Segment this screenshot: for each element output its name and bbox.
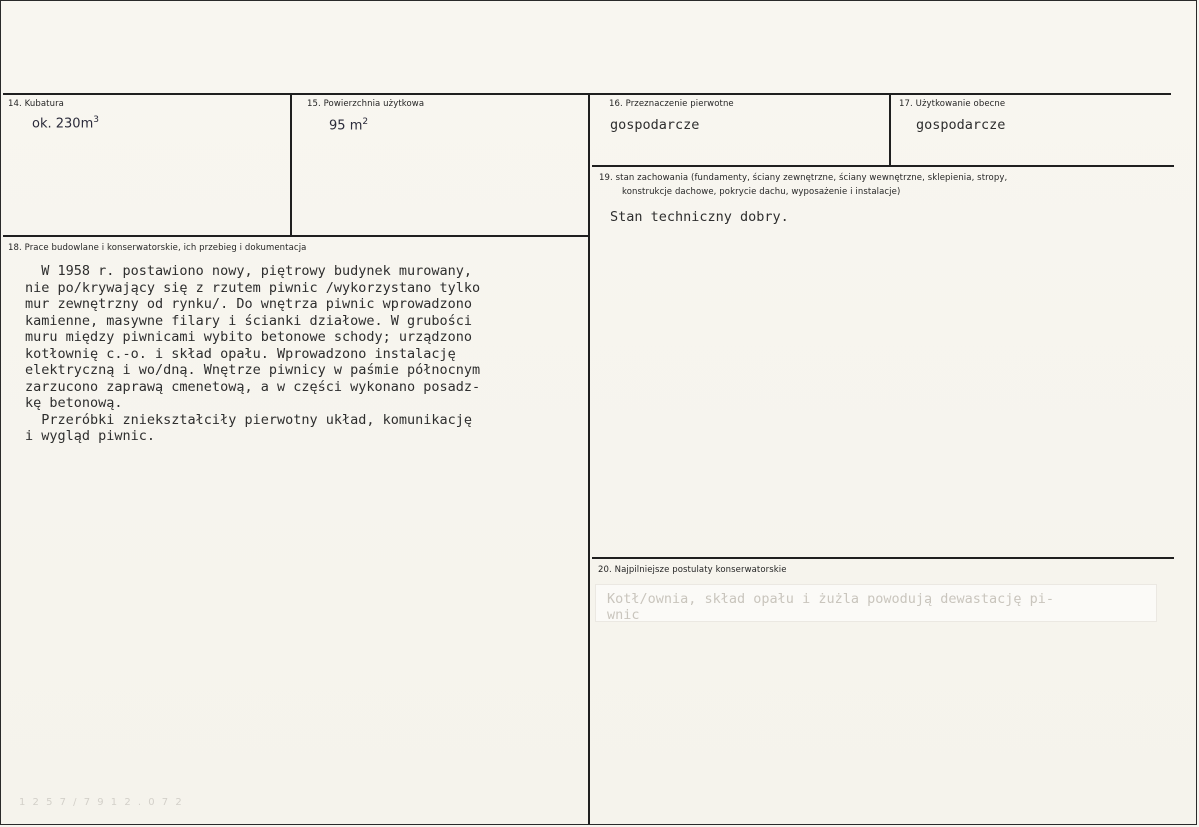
divider-16-19 xyxy=(592,165,1174,167)
divider-row1-left xyxy=(3,235,589,237)
field-18-line: kotłownię c.-o. i skład opału. Wprowadzono instalację xyxy=(25,345,456,362)
field-15-number: 95 xyxy=(329,118,346,134)
field-18-line: Przeróbki zniekształciły pierwotny układ, komunikację xyxy=(25,411,473,428)
field-14-number: ok. 230 xyxy=(32,116,81,132)
field-14-exponent: 3 xyxy=(93,115,99,125)
field-18-line: zarzucono zaprawą cmenetową, a w części wykonano posadz- xyxy=(25,378,481,395)
field-18-line: kamienne, masywne filary i ścianki działowe. W grubości xyxy=(25,312,473,329)
field-15-value xyxy=(329,117,368,133)
field-17-label: 17. Użytkowanie obecne xyxy=(899,99,1006,109)
divider-top xyxy=(3,93,1171,95)
field-15-unit: m xyxy=(349,118,363,134)
field-18-line: i wygląd piwnic. xyxy=(25,428,156,444)
divider-16-17 xyxy=(889,94,891,166)
field-20-line1: Kotł/ownia, skład opału i żużla powodują dewastację pi- xyxy=(607,591,1055,607)
divider-19-20 xyxy=(592,557,1174,559)
field-19-value: Stan techniczny dobry. xyxy=(610,209,789,225)
field-18-line: kę betonową. xyxy=(25,395,123,411)
field-14-label: 14. Kubatura xyxy=(8,99,64,109)
field-18-label: 18. Prace budowlane i konserwatorskie, ich przebieg i dokumentacja xyxy=(8,243,307,253)
field-17-value: gospodarcze xyxy=(916,117,1006,133)
field-14-value xyxy=(32,115,99,131)
field-18-line: mur zewnętrzny od rynku/. Do wnętrza piwnic wprowadzono xyxy=(25,296,473,312)
divider-main xyxy=(588,94,590,824)
field-19-label-line2: konstrukcje dachowe, pokrycie dachu, wyposażenie i instalacje) xyxy=(622,187,901,197)
field-18-line: muru między piwnicami wybito betonowe schody; urządzono xyxy=(25,329,473,345)
field-18-line: nie po/krywający się z rzutem piwnic /wykorzystano tylko xyxy=(25,279,481,296)
field-14-unit: m xyxy=(80,116,94,132)
field-20-line2: wnic xyxy=(607,607,640,623)
field-20-label: 20. Najpilniejsze postulaty konserwatorskie xyxy=(598,565,787,575)
field-18-line: W 1958 r. postawiono nowy, piętrowy budynek murowany, xyxy=(25,263,473,279)
field-16-label: 16. Przeznaczenie pierwotne xyxy=(609,99,734,109)
field-16-value: gospodarcze xyxy=(610,117,700,133)
field-15-label: 15. Powierzchnia użytkowa xyxy=(307,99,425,109)
field-15-exponent: 2 xyxy=(362,117,369,127)
divider-14-15 xyxy=(290,94,292,236)
field-19-label-line1: 19. stan zachowania (fundamenty, ściany zewnętrzne, ściany wewnętrzne, sklepienia, stropy, xyxy=(599,173,1008,183)
pencil-note: 1 2 5 7 / 7 9 1 2 . 0 7 2 xyxy=(19,797,184,808)
field-18-line: elektryczną i wo/dną. Wnętrze piwnicy w paśmie północnym xyxy=(25,362,481,378)
